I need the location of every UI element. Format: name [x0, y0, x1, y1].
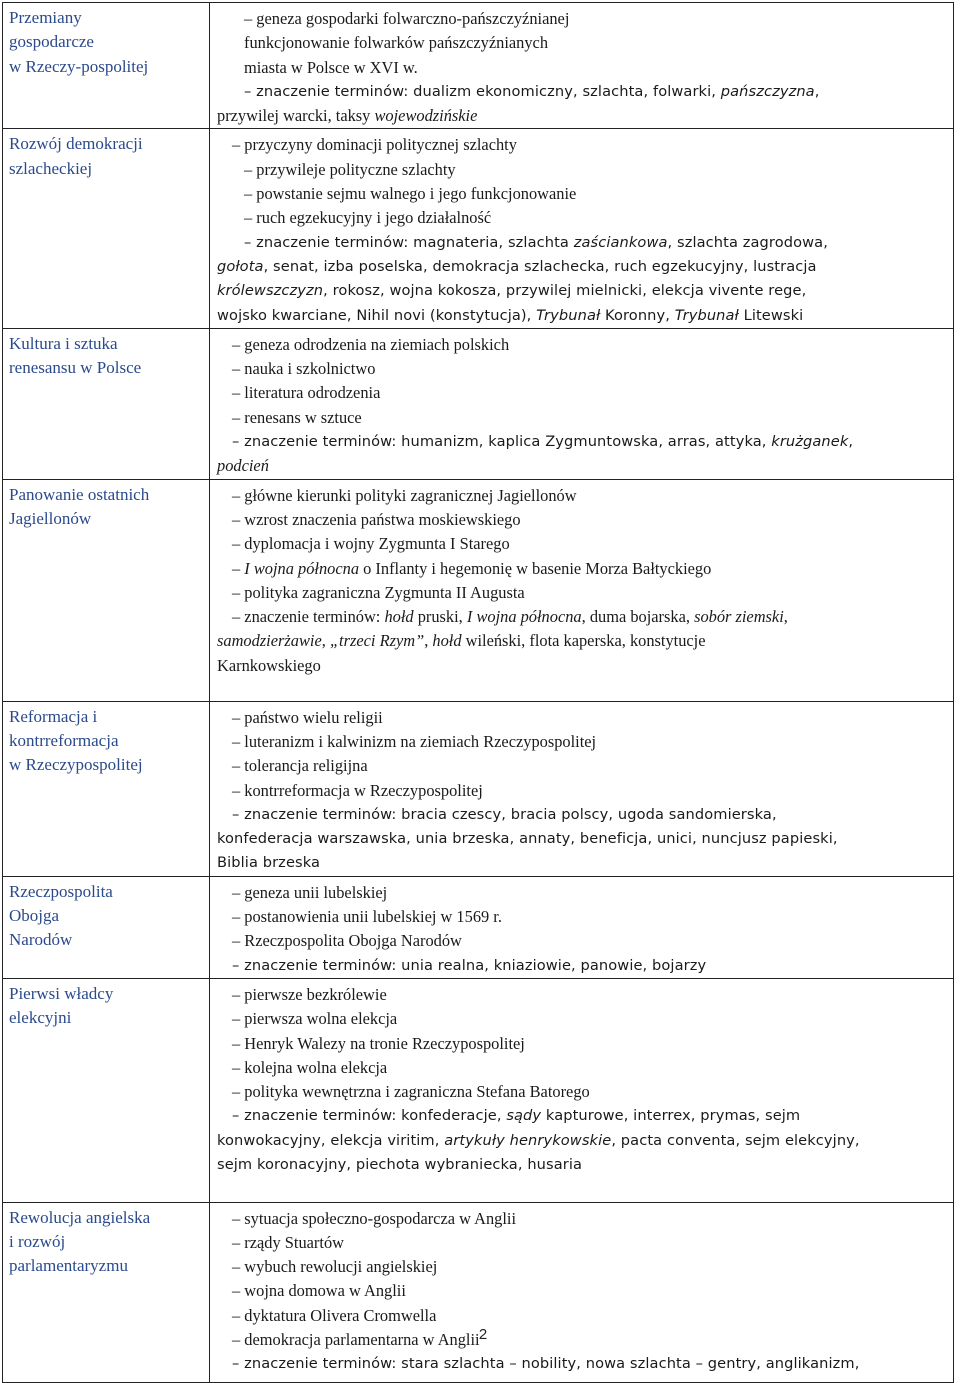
content-line: – nauka i szkolnictwo [232, 359, 376, 379]
content-line: sejm koronacyjny, piechota wybraniecka, husaria [217, 1155, 583, 1173]
content-line: – wybuch rewolucji angielskiej [232, 1257, 438, 1277]
topic-line: kontrreformacja [9, 730, 119, 750]
syllabus-row [3, 1202, 954, 1382]
topic-line: w Rzeczypospolitej [9, 755, 143, 775]
topic-line: Reformacja i [9, 706, 98, 726]
content-line: – Rzeczpospolita Obojga Narodów [232, 931, 462, 951]
topic-cell [3, 876, 210, 978]
syllabus-row [3, 479, 954, 701]
content-line: – kontrreformacja w Rzeczypospolitej [232, 780, 483, 800]
content-line: – wzrost znaczenia państwa moskiewskiego [232, 509, 521, 529]
content-line: – znaczenie terminów: stara szlachta – nobility, nowa szlachta – gentry, anglikanizm, [232, 1355, 860, 1373]
topic-line: Jagiellonów [9, 508, 92, 528]
topic-line: gospodarcze [9, 32, 94, 52]
content-cell [210, 129, 954, 328]
syllabus-row [3, 701, 954, 876]
content-line: – znaczenie terminów: magnateria, szlachta zaściankowa, szlachta zagrodowa, [244, 233, 828, 251]
content-line: miasta w Polsce w XVI w. [244, 57, 418, 77]
content-line: – powstanie sejmu walnego i jego funkcjonowanie [244, 184, 577, 204]
content-line: – tolerancja religijna [232, 756, 368, 776]
content-cell [210, 701, 954, 876]
page-number: 2 [478, 1326, 488, 1343]
content-cell [210, 1202, 954, 1382]
syllabus-row [3, 328, 954, 479]
content-line: – znaczenie terminów: dualizm ekonomiczny, szlachta, folwarki, pańszczyzna, [244, 82, 820, 100]
content-line: – rządy Stuartów [232, 1232, 344, 1252]
content-line: – pierwsza wolna elekcja [232, 1009, 398, 1029]
topic-line: Panowanie ostatnich [9, 484, 150, 504]
topic-line: w Rzeczy-pospolitej [9, 56, 149, 76]
topic-line: parlamentaryzmu [9, 1256, 128, 1276]
content-line: – Henryk Walezy na tronie Rzeczypospolitej [232, 1033, 525, 1053]
content-line: – polityka wewnętrzna i zagraniczna Stefana Batorego [232, 1082, 590, 1102]
content-cell [210, 479, 954, 701]
content-line: samodzierżawie, „trzeci Rzym”, hołd wileński, flota kaperska, konstytucje [217, 631, 706, 651]
topic-line: Obojga [9, 906, 60, 926]
content-line: gołota, senat, izba poselska, demokracja szlachecka, ruch egzekucyjny, lustracja [217, 257, 817, 275]
content-line: – znaczenie terminów: konfederacje, sądy kapturowe, interrex, prymas, sejm [232, 1107, 801, 1125]
content-line: królewszczyzn, rokosz, wojna kokosza, przywilej mielnicki, elekcja vivente rege, [217, 282, 807, 300]
content-line: – przyczyny dominacji politycznej szlachty [232, 135, 517, 155]
topic-line: elekcyjni [9, 1008, 72, 1028]
topic-line: renesansu w Polsce [9, 358, 142, 378]
topic-line: Pierwsi władcy [9, 983, 114, 1003]
content-line: – wojna domowa w Anglii [232, 1281, 406, 1301]
content-line: wojsko kwarciane, Nihil novi (konstytucja), Trybunał Koronny, Trybunał Litewski [217, 306, 804, 324]
topic-line: Kultura i sztuka [9, 333, 118, 353]
content-line: – postanowienia unii lubelskiej w 1569 r. [232, 907, 502, 927]
content-line [217, 1177, 947, 1201]
content-cell [210, 3, 954, 129]
topic-cell [3, 978, 210, 1202]
syllabus-table [2, 2, 954, 1383]
content-line: – I wojna północna o Inflanty i hegemonię w basenie Morza Bałtyckiego [232, 558, 712, 578]
topic-line: Rewolucja angielska [9, 1207, 151, 1227]
content-line: konwokacyjny, elekcja viritim, artykuły henrykowskie, pacta conventa, sejm elekcyjny, [217, 1131, 860, 1149]
topic-line: i rozwój [9, 1231, 66, 1251]
topic-cell [3, 328, 210, 479]
content-line: Biblia brzeska [217, 854, 321, 872]
content-line: – geneza unii lubelskiej [232, 882, 388, 902]
content-cell [210, 876, 954, 978]
content-line: – geneza gospodarki folwarczno-pańszczyźnianej [244, 9, 570, 28]
content-line: przywilej warcki, taksy wojewodzińskie [217, 106, 478, 126]
syllabus-row [3, 978, 954, 1202]
content-line: – polityka zagraniczna Zygmunta II Augusta [232, 582, 525, 602]
content-line: – sytuacja społeczno-gospodarcza w Anglii [232, 1208, 517, 1228]
content-line: – państwo wielu religii [232, 707, 383, 727]
content-line: – główne kierunki polityki zagranicznej Jagiellonów [232, 485, 577, 505]
topic-cell [3, 129, 210, 328]
content-line: – pierwsze bezkrólewie [232, 984, 387, 1004]
content-line: – dyplomacja i wojny Zygmunta I Starego [232, 534, 510, 554]
content-line: funkcjonowanie folwarków pańszczyźnianych [244, 33, 549, 53]
content-line: – demokracja parlamentarna w Anglii [232, 1330, 480, 1350]
content-line: – renesans w sztuce [232, 407, 362, 427]
topic-line: szlacheckiej [9, 158, 93, 178]
content-line: – kolejna wolna elekcja [232, 1057, 388, 1077]
topic-cell [3, 3, 210, 129]
topic-cell [3, 701, 210, 876]
content-line: – geneza odrodzenia na ziemiach polskich [232, 334, 510, 354]
topic-line: Przemiany [9, 8, 82, 27]
content-line: – literatura odrodzenia [232, 383, 381, 403]
topic-line: Rzeczpospolita [9, 881, 113, 901]
syllabus-row [3, 129, 954, 328]
content-line: – znaczenie terminów: bracia czescy, bracia polscy, ugoda sandomierska, [232, 805, 777, 823]
content-line: – znaczenie terminów: unia realna, kniaziowie, panowie, bojarzy [232, 956, 707, 974]
content-line: – luteranizm i kalwinizm na ziemiach Rzeczypospolitej [232, 731, 597, 751]
content-line: – przywileje polityczne szlachty [244, 159, 456, 179]
topic-cell [3, 1202, 210, 1382]
content-line: – ruch egzekucyjny i jego działalność [244, 208, 492, 228]
content-line: – znaczenie terminów: humanizm, kaplica Zygmuntowska, arras, attyka, krużganek, [232, 433, 854, 451]
content-cell [210, 328, 954, 479]
content-cell [210, 978, 954, 1202]
content-line: – dyktatura Olivera Cromwella [232, 1305, 437, 1325]
content-line: konfederacja warszawska, unia brzeska, annaty, beneficja, unici, nuncjusz papieski, [217, 830, 838, 848]
topic-line: Rozwój demokracji [9, 134, 143, 154]
content-line: podcień [217, 456, 269, 476]
syllabus-row [3, 3, 954, 129]
topic-cell [3, 479, 210, 701]
content-line: Karnkowskiego [217, 655, 321, 675]
content-line: – znaczenie terminów: hołd pruski, I wojna północna, duma bojarska, sobór ziemski, [232, 607, 788, 627]
topic-line: Narodów [9, 930, 73, 950]
syllabus-row [3, 876, 954, 978]
